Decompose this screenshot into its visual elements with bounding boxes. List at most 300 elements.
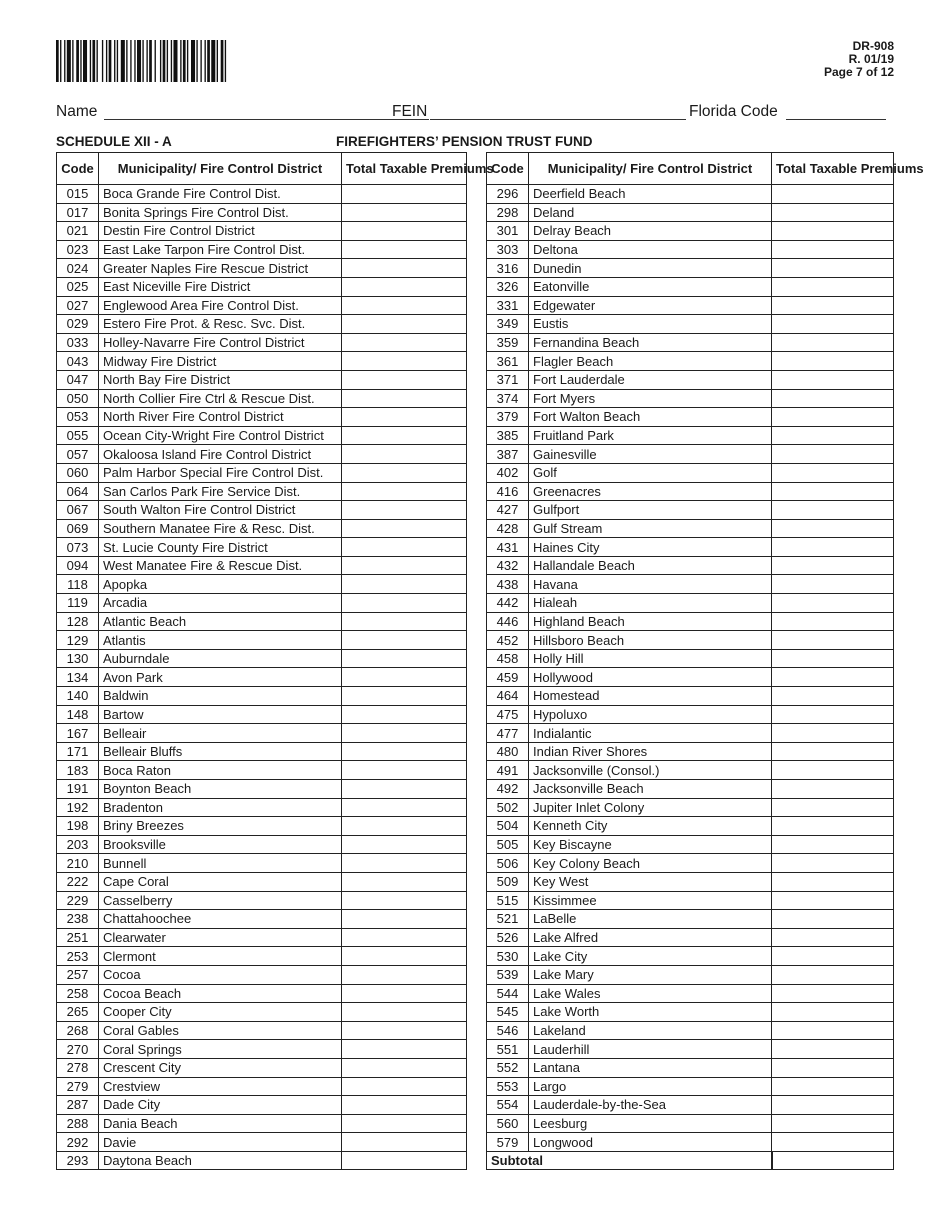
table-row (487, 519, 894, 538)
row-code: 015 (57, 185, 99, 204)
row-municipality: Clearwater (99, 928, 342, 947)
row-municipality: Flagler Beach (529, 352, 772, 371)
row-municipality: Holley-Navarre Fire Control District (99, 333, 342, 352)
premium-amount-field[interactable] (772, 185, 894, 204)
premium-amount-field[interactable] (772, 761, 894, 780)
premium-amount-field[interactable] (772, 408, 894, 427)
name-field[interactable] (104, 119, 429, 120)
barcode-bar (80, 40, 81, 82)
premium-amount-field[interactable] (772, 835, 894, 854)
premium-amount-field[interactable] (772, 910, 894, 929)
premium-amount-field[interactable] (772, 315, 894, 334)
row-municipality: Hallandale Beach (529, 556, 772, 575)
premium-amount-field[interactable] (772, 556, 894, 575)
row-code: 349 (487, 315, 529, 334)
premium-amount-field[interactable] (342, 835, 467, 854)
premium-amount-field[interactable] (772, 519, 894, 538)
row-code: 402 (487, 463, 529, 482)
premium-amount-field[interactable] (772, 817, 894, 836)
table-row (57, 277, 467, 296)
row-municipality: Dade City (99, 1096, 342, 1115)
row-municipality: Baldwin (99, 687, 342, 706)
form-number: DR-908 (852, 39, 894, 53)
premium-amount-field[interactable] (342, 370, 467, 389)
premium-amount-field[interactable] (772, 352, 894, 371)
table-row (487, 222, 894, 241)
premium-amount-field[interactable] (772, 501, 894, 520)
table-row (57, 947, 467, 966)
row-municipality: Destin Fire Control District (99, 222, 342, 241)
subtotal-row (487, 1151, 894, 1170)
row-municipality: Bradenton (99, 798, 342, 817)
table-row (487, 1058, 894, 1077)
taxpayer-info-line (56, 101, 886, 123)
premium-amount-field[interactable] (342, 910, 467, 929)
barcode-bar (109, 40, 112, 82)
subtotal-amount-field[interactable] (772, 1151, 894, 1170)
row-code: 024 (57, 259, 99, 278)
row-municipality: Atlantic Beach (99, 612, 342, 631)
premium-amount-field[interactable] (772, 649, 894, 668)
row-code: 303 (487, 240, 529, 259)
row-code: 027 (57, 296, 99, 315)
premium-amount-field[interactable] (342, 612, 467, 631)
row-code: 416 (487, 482, 529, 501)
premium-amount-field[interactable] (772, 947, 894, 966)
row-municipality: Fernandina Beach (529, 333, 772, 352)
fund-title: FIREFIGHTERS’ PENSION TRUST FUND (336, 134, 593, 149)
premium-amount-field[interactable] (772, 1077, 894, 1096)
premium-amount-field[interactable] (772, 984, 894, 1003)
premium-amount-field[interactable] (772, 538, 894, 557)
premium-amount-field[interactable] (772, 1003, 894, 1022)
row-municipality: Lauderhill (529, 1040, 772, 1059)
table-row (487, 538, 894, 557)
premium-amount-field[interactable] (342, 687, 467, 706)
table-row (487, 240, 894, 259)
row-municipality: Dania Beach (99, 1114, 342, 1133)
row-code: 191 (57, 780, 99, 799)
premium-amount-field[interactable] (772, 594, 894, 613)
row-code: 316 (487, 259, 529, 278)
row-code: 458 (487, 649, 529, 668)
table-row (57, 389, 467, 408)
row-municipality: Cocoa (99, 965, 342, 984)
row-municipality: Haines City (529, 538, 772, 557)
table-row (487, 817, 894, 836)
row-municipality: Casselberry (99, 891, 342, 910)
premium-amount-field[interactable] (342, 519, 467, 538)
premium-amount-field[interactable] (772, 370, 894, 389)
row-municipality: Midway Fire District (99, 352, 342, 371)
premium-amount-field[interactable] (342, 1114, 467, 1133)
premium-amount-field[interactable] (772, 872, 894, 891)
table-row (57, 780, 467, 799)
row-municipality: Boynton Beach (99, 780, 342, 799)
premium-amount-field[interactable] (342, 724, 467, 743)
barcode-bar (173, 40, 177, 82)
row-code: 579 (487, 1133, 529, 1152)
premium-amount-field[interactable] (772, 854, 894, 873)
row-municipality: Golf (529, 463, 772, 482)
barcode-bar (160, 40, 161, 82)
row-municipality: Gulf Stream (529, 519, 772, 538)
row-code: 379 (487, 408, 529, 427)
premium-amount-field[interactable] (342, 296, 467, 315)
row-municipality: San Carlos Park Fire Service Dist. (99, 482, 342, 501)
premium-amount-field[interactable] (342, 222, 467, 241)
table-row (57, 203, 467, 222)
premium-amount-field[interactable] (772, 296, 894, 315)
premium-amount-field[interactable] (342, 315, 467, 334)
row-municipality: Briny Breezes (99, 817, 342, 836)
row-municipality: Jacksonville Beach (529, 780, 772, 799)
row-code: 140 (57, 687, 99, 706)
table-row (487, 742, 894, 761)
premium-amount-field[interactable] (772, 240, 894, 259)
table-row (57, 445, 467, 464)
table-row (487, 426, 894, 445)
premium-amount-field[interactable] (342, 1077, 467, 1096)
premium-amount-field[interactable] (342, 928, 467, 947)
row-code: 326 (487, 277, 529, 296)
premium-amount-field[interactable] (772, 1096, 894, 1115)
row-code: 073 (57, 538, 99, 557)
table-row (57, 594, 467, 613)
table-row (57, 817, 467, 836)
table-row (487, 501, 894, 520)
row-municipality: Palm Harbor Special Fire Control Dist. (99, 463, 342, 482)
premium-amount-field[interactable] (342, 872, 467, 891)
row-municipality: Lakeland (529, 1021, 772, 1040)
row-code: 198 (57, 817, 99, 836)
row-municipality: Holly Hill (529, 649, 772, 668)
table-row (57, 1040, 467, 1059)
premium-amount-field[interactable] (342, 1058, 467, 1077)
row-code: 521 (487, 910, 529, 929)
premium-amount-field[interactable] (772, 389, 894, 408)
row-municipality: North Collier Fire Ctrl & Rescue Dist. (99, 389, 342, 408)
row-municipality: Fort Lauderdale (529, 370, 772, 389)
table-row (487, 594, 894, 613)
premium-amount-field[interactable] (342, 1096, 467, 1115)
premium-amount-field[interactable] (772, 928, 894, 947)
premium-amount-field[interactable] (342, 854, 467, 873)
florida-code-label: Florida Code (689, 103, 778, 120)
table-row (487, 296, 894, 315)
barcode-bar (200, 40, 201, 82)
row-code: 253 (57, 947, 99, 966)
premium-amount-field[interactable] (772, 668, 894, 687)
premium-amount-field[interactable] (342, 742, 467, 761)
table-row (57, 556, 467, 575)
row-code: 017 (57, 203, 99, 222)
premium-amount-field[interactable] (772, 482, 894, 501)
code-column-header: Code (57, 153, 99, 185)
row-code: 057 (57, 445, 99, 464)
row-code: 509 (487, 872, 529, 891)
premium-amount-field[interactable] (342, 761, 467, 780)
table-row (487, 370, 894, 389)
premium-amount-field[interactable] (342, 463, 467, 482)
row-code: 258 (57, 984, 99, 1003)
florida-code-field[interactable] (786, 119, 886, 120)
row-municipality: North River Fire Control District (99, 408, 342, 427)
row-code: 148 (57, 705, 99, 724)
table-row (57, 891, 467, 910)
table-row (487, 798, 894, 817)
barcode-bar (167, 40, 168, 82)
table-row (487, 872, 894, 891)
premium-amount-field[interactable] (342, 352, 467, 371)
table-row (487, 185, 894, 204)
row-municipality: Brooksville (99, 835, 342, 854)
fein-field[interactable] (430, 119, 686, 120)
row-municipality: Chattahoochee (99, 910, 342, 929)
row-code: 544 (487, 984, 529, 1003)
barcode-bar (142, 40, 143, 82)
premium-amount-field[interactable] (342, 649, 467, 668)
schedule-table-right (486, 152, 924, 1170)
barcode-bar (117, 40, 118, 82)
premium-amount-field[interactable] (342, 277, 467, 296)
table-row (57, 575, 467, 594)
row-municipality: Englewood Area Fire Control Dist. (99, 296, 342, 315)
premium-amount-field[interactable] (342, 501, 467, 520)
row-municipality: Arcadia (99, 594, 342, 613)
premium-amount-field[interactable] (342, 426, 467, 445)
premium-amount-field[interactable] (342, 780, 467, 799)
row-municipality: Indialantic (529, 724, 772, 743)
row-municipality: Delray Beach (529, 222, 772, 241)
premium-amount-field[interactable] (772, 798, 894, 817)
premium-amount-field[interactable] (772, 222, 894, 241)
table-row (57, 965, 467, 984)
row-code: 053 (57, 408, 99, 427)
row-code: 265 (57, 1003, 99, 1022)
row-municipality: Clermont (99, 947, 342, 966)
premium-amount-field[interactable] (772, 612, 894, 631)
row-code: 361 (487, 352, 529, 371)
row-code: 438 (487, 575, 529, 594)
barcode-bar (221, 40, 224, 82)
row-municipality: Gainesville (529, 445, 772, 464)
row-municipality: East Lake Tarpon Fire Control Dist. (99, 240, 342, 259)
premium-amount-field[interactable] (772, 203, 894, 222)
table-row (57, 296, 467, 315)
barcode-bar (72, 40, 73, 82)
premium-amount-field[interactable] (342, 1003, 467, 1022)
premium-amount-field[interactable] (342, 333, 467, 352)
premium-amount-field[interactable] (772, 724, 894, 743)
row-municipality: St. Lucie County Fire District (99, 538, 342, 557)
premium-amount-field[interactable] (342, 1133, 467, 1152)
table-row (487, 780, 894, 799)
premium-amount-field[interactable] (772, 742, 894, 761)
row-code: 292 (57, 1133, 99, 1152)
row-code: 278 (57, 1058, 99, 1077)
premium-amount-field[interactable] (342, 1021, 467, 1040)
premium-amount-field[interactable] (772, 445, 894, 464)
row-municipality: Indian River Shores (529, 742, 772, 761)
table-row (57, 315, 467, 334)
row-code: 129 (57, 631, 99, 650)
row-code: 229 (57, 891, 99, 910)
barcode-bar (83, 40, 87, 82)
barcode-bar (205, 40, 206, 82)
premium-amount-field[interactable] (772, 259, 894, 278)
premium-amount-field[interactable] (342, 631, 467, 650)
premium-amount-field[interactable] (772, 1058, 894, 1077)
table-row (487, 910, 894, 929)
premium-amount-field[interactable] (342, 203, 467, 222)
row-code: 560 (487, 1114, 529, 1133)
row-municipality: Davie (99, 1133, 342, 1152)
table-header-row (487, 153, 894, 185)
table-row (487, 389, 894, 408)
table-row (57, 463, 467, 482)
barcode-bar (180, 40, 181, 82)
premium-amount-field[interactable] (772, 426, 894, 445)
premium-amount-field[interactable] (772, 705, 894, 724)
premium-amount-field[interactable] (772, 1040, 894, 1059)
row-code: 130 (57, 649, 99, 668)
table-row (57, 668, 467, 687)
row-municipality: Deerfield Beach (529, 185, 772, 204)
row-code: 431 (487, 538, 529, 557)
premium-amount-field[interactable] (342, 817, 467, 836)
premium-amount-field[interactable] (342, 891, 467, 910)
row-code: 385 (487, 426, 529, 445)
row-municipality: Avon Park (99, 668, 342, 687)
row-code: 043 (57, 352, 99, 371)
row-municipality: Greater Naples Fire Rescue District (99, 259, 342, 278)
premium-amount-field[interactable] (342, 984, 467, 1003)
premium-amount-field[interactable] (342, 668, 467, 687)
premium-amount-field[interactable] (342, 556, 467, 575)
form-revision: R. 01/19 (848, 52, 894, 66)
row-municipality: Eustis (529, 315, 772, 334)
table-row (57, 538, 467, 557)
premium-amount-field[interactable] (342, 575, 467, 594)
row-municipality: Eatonville (529, 277, 772, 296)
premium-amount-field[interactable] (772, 1133, 894, 1152)
name-label: Name (56, 103, 98, 120)
premium-amount-field[interactable] (772, 631, 894, 650)
premium-amount-field[interactable] (772, 1114, 894, 1133)
row-municipality: Kissimmee (529, 891, 772, 910)
table-row (487, 1021, 894, 1040)
premium-amount-field[interactable] (772, 780, 894, 799)
table-row (487, 352, 894, 371)
table-row (57, 631, 467, 650)
table-row (57, 1133, 467, 1152)
row-municipality: Lake Alfred (529, 928, 772, 947)
premium-amount-field[interactable] (342, 185, 467, 204)
fein-label: FEIN (392, 103, 428, 120)
premium-amount-field[interactable] (342, 240, 467, 259)
row-code: 459 (487, 668, 529, 687)
row-municipality: Jacksonville (Consol.) (529, 761, 772, 780)
premium-amount-field[interactable] (342, 705, 467, 724)
premium-amount-field[interactable] (772, 1021, 894, 1040)
table-row (57, 705, 467, 724)
barcode-bar (64, 40, 65, 82)
table-row (57, 352, 467, 371)
barcode-bar (217, 40, 218, 82)
premium-amount-field[interactable] (342, 1151, 467, 1170)
row-code: 554 (487, 1096, 529, 1115)
municipality-column-header: Municipality/ Fire Control District (99, 153, 342, 185)
premium-amount-field[interactable] (342, 538, 467, 557)
table-row (57, 649, 467, 668)
row-municipality: North Bay Fire District (99, 370, 342, 389)
row-municipality: Estero Fire Prot. & Resc. Svc. Dist. (99, 315, 342, 334)
premium-amount-field[interactable] (772, 687, 894, 706)
table-row (487, 203, 894, 222)
premiums-column-header: Total Taxable Premiums (342, 153, 467, 185)
table-row (487, 1114, 894, 1133)
row-code: 442 (487, 594, 529, 613)
row-municipality: Coral Springs (99, 1040, 342, 1059)
row-code: 025 (57, 277, 99, 296)
premium-amount-field[interactable] (342, 389, 467, 408)
premium-amount-field[interactable] (342, 594, 467, 613)
row-municipality: Daytona Beach (99, 1151, 342, 1170)
row-municipality: Apopka (99, 575, 342, 594)
premium-amount-field[interactable] (772, 277, 894, 296)
table-row (487, 315, 894, 334)
table-row (57, 1114, 467, 1133)
row-code: 387 (487, 445, 529, 464)
row-municipality: Boca Raton (99, 761, 342, 780)
premium-amount-field[interactable] (342, 1040, 467, 1059)
row-code: 452 (487, 631, 529, 650)
premium-amount-field[interactable] (342, 798, 467, 817)
row-code: 432 (487, 556, 529, 575)
barcode-bar (211, 40, 215, 82)
row-code: 475 (487, 705, 529, 724)
premium-amount-field[interactable] (342, 259, 467, 278)
premium-amount-field[interactable] (342, 482, 467, 501)
premium-amount-field[interactable] (342, 965, 467, 984)
premium-amount-field[interactable] (772, 965, 894, 984)
table-header-row (57, 153, 467, 185)
premium-amount-field[interactable] (342, 445, 467, 464)
row-municipality: Leesburg (529, 1114, 772, 1133)
row-code: 477 (487, 724, 529, 743)
premium-amount-field[interactable] (772, 891, 894, 910)
row-code: 222 (57, 872, 99, 891)
row-code: 530 (487, 947, 529, 966)
premium-amount-field[interactable] (342, 408, 467, 427)
premium-amount-field[interactable] (342, 947, 467, 966)
table-row (487, 668, 894, 687)
row-municipality: Coral Gables (99, 1021, 342, 1040)
row-municipality: Lake Mary (529, 965, 772, 984)
row-code: 203 (57, 835, 99, 854)
row-municipality: Greenacres (529, 482, 772, 501)
row-code: 428 (487, 519, 529, 538)
premium-amount-field[interactable] (772, 333, 894, 352)
premium-amount-field[interactable] (772, 463, 894, 482)
barcode-bar (187, 40, 188, 82)
premium-amount-field[interactable] (772, 575, 894, 594)
barcode-bar (196, 40, 197, 82)
row-municipality: Fruitland Park (529, 426, 772, 445)
row-municipality: Largo (529, 1077, 772, 1096)
row-code: 359 (487, 333, 529, 352)
